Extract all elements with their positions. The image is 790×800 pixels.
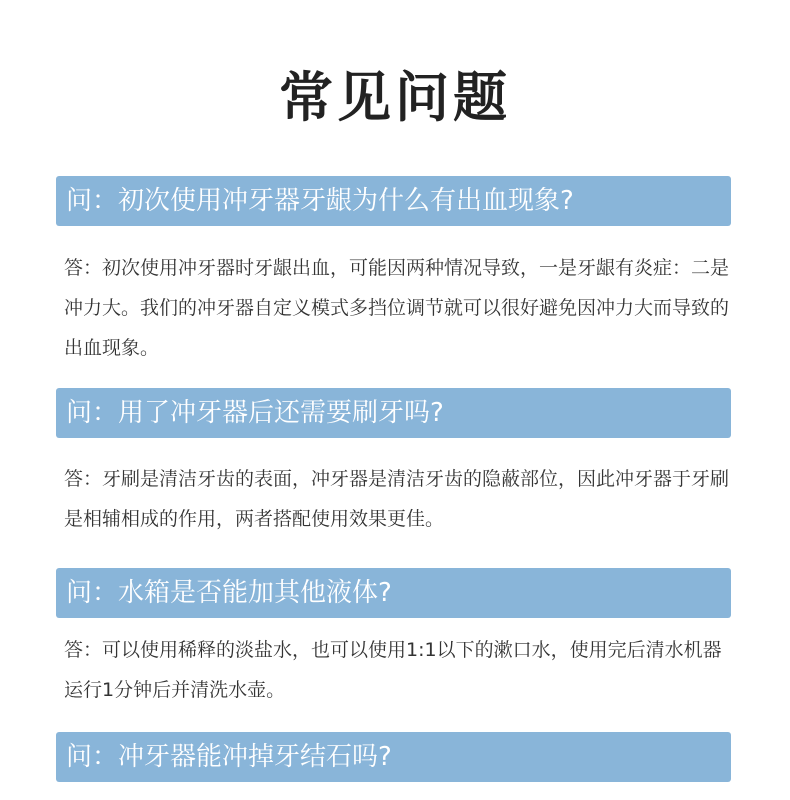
faq-question-text: 问：冲牙器能冲掉牙结石吗? xyxy=(66,742,392,772)
faq-question-bar xyxy=(56,176,731,226)
faq-question-text: 问：初次使用冲牙器牙龈为什么有出血现象? xyxy=(66,186,574,216)
faq-question-bar xyxy=(56,568,731,618)
faq-question-text: 问：水箱是否能加其他液体? xyxy=(66,578,392,608)
faq-question-bar xyxy=(56,388,731,438)
faq-answer-text: 答：牙刷是清洁牙齿的表面，冲牙器是清洁牙齿的隐蔽部位，因此冲牙器于牙刷是相辅相成的作用，两者搭配使用效果更佳。 xyxy=(64,468,730,530)
faq-question-bar xyxy=(56,732,731,782)
faq-question-text: 问：用了冲牙器后还需要刷牙吗? xyxy=(66,398,444,428)
page-title: 常见问题 xyxy=(279,66,511,129)
faq-answer-text: 答：可以使用稀释的淡盐水，也可以使用1:1以下的漱口水，使用完后清水机器运行1分钟后并清洗水壶。 xyxy=(64,639,722,701)
faq-answer-text: 答：初次使用冲牙器时牙龈出血，可能因两种情况导致，一是牙龈有炎症：二是冲力大。我们的冲牙器自定义模式多挡位调节就可以很好避免因冲力大而导致的出血现象。 xyxy=(64,257,730,359)
